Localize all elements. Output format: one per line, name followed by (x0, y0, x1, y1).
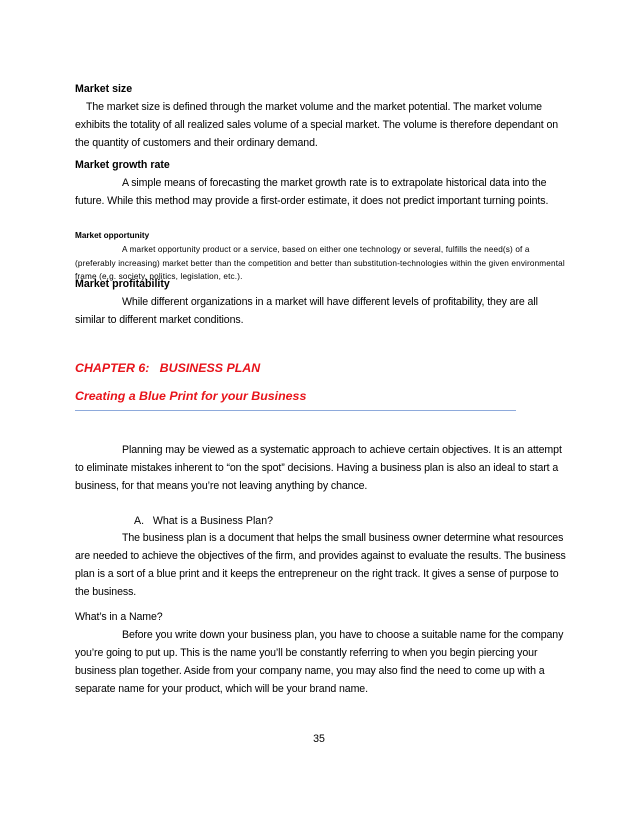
market-growth-body: A simple means of forecasting the market growth rate is to extrapolate historical data into the future. While this method may provide a first-order estimate, it does not predict important turning points. (75, 177, 549, 207)
market-profitability-section (75, 275, 570, 329)
section-a-heading: What is a Business Plan? (152, 515, 273, 527)
market-size-body: The market size is defined through the market volume and the market potential. The market volume exhibits the totality of all realized sales volume of a special market. The volume is therefore dependant on the quantity of customers and their ordinary demand. (75, 101, 559, 149)
page-number: 35 (313, 733, 325, 745)
section-a-section (75, 529, 570, 601)
chapter-subtitle: Creating a Blue Print for your Business (75, 389, 307, 403)
intro-body: Planning may be viewed as a systematic approach to achieve certain objectives. It is an attempt to eliminate mistakes inherent to “on the spot” decisions. Having a business plan is also an ideal to start a business, for that means you’re not leaving anything by chance. (75, 444, 562, 492)
market-opportunity-heading: Market opportunity (75, 231, 150, 240)
name-section (75, 608, 570, 698)
name-section-heading: What’s in a Name? (75, 611, 163, 623)
section-a-heading-line (134, 512, 273, 530)
intro-section (75, 441, 570, 495)
market-growth-section (75, 156, 570, 210)
name-section-body: Before you write down your business plan, you have to choose a suitable name for the company you’re going to put up. This is the name you’ll be constantly referring to when you begin piercing your business plan together. Aside from your company name, you may also find the need to come up with a separate name for your product, which will be your brand name. (75, 629, 564, 695)
market-size-section (75, 80, 570, 152)
market-opportunity-body: A market opportunity product or a service, based on either one technology or several, fulfills the need(s) of a (preferably increasing) market better than the competition and better than substitution-technologies within the given environmental frame (e.g. society, politics, legislation, etc.). (75, 245, 565, 281)
list-marker: A. (134, 515, 145, 527)
section-divider (75, 410, 516, 411)
chapter-title: CHAPTER 6: BUSINESS PLAN (75, 361, 261, 375)
market-profitability-body: While different organizations in a market will have different levels of profitability, they are all similar to different market conditions. (75, 296, 538, 326)
market-size-heading: Market size (75, 83, 133, 95)
market-profitability-heading: Market profitability (75, 278, 170, 290)
section-a-body: The business plan is a document that helps the small business owner determine what resources are needed to achieve the objectives of the firm, and provides against to evaluate the results. The business plan is a sort of a blue print and it keeps the entrepreneur on the right track. It gives a sense of purpose to the business. (75, 532, 566, 598)
market-growth-heading: Market growth rate (75, 159, 170, 171)
